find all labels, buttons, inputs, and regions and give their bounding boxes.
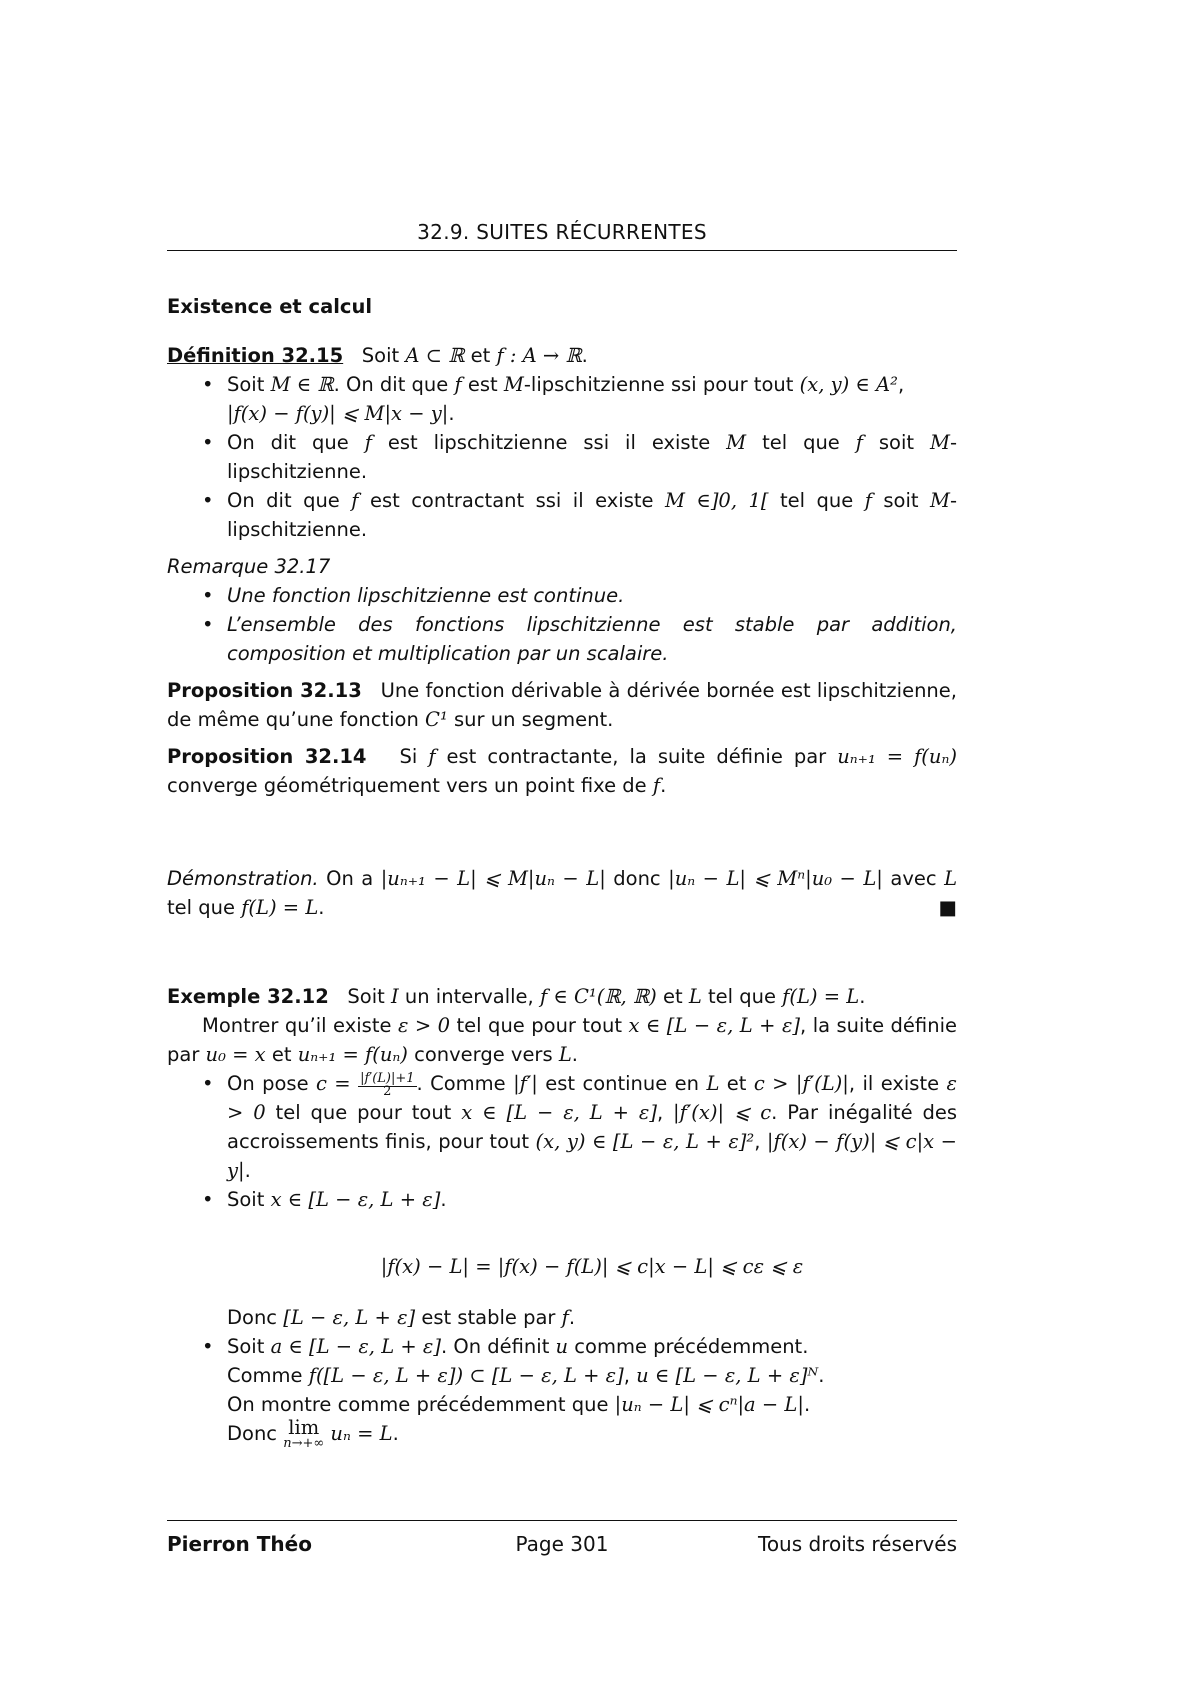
proof-label: Démonstration. — [167, 867, 319, 890]
footer-author: Pierron Théo — [167, 1532, 312, 1556]
proposition-32-14: Proposition 32.14 Si f est contractante, la suite définie par uₙ₊₁ = f(uₙ) converge géométriquement vers un point fixe de f. — [167, 745, 957, 797]
section-title: Existence et calcul — [167, 295, 373, 318]
definition-label: Définition 32.15 — [167, 344, 344, 367]
display-equation: |f(x) − L| = |f(x) − f(L)| ⩽ c|x − L| ⩽ cε ⩽ ε — [380, 1255, 804, 1278]
definition-32-15: Définition 32.15 Soit A ⊂ ℝ et f : A → ℝ. • Soit M ∈ ℝ. On dit que f est M-lipschitzienne ssi pour tout (x, y) ∈ A², |f(x) − f(y)| ⩽ M|x − y|. • On dit que f est lipschitzienne ssi il existe M tel que f soit M-lipschitzienne. • On dit que f est contractant ssi il existe M ∈]0, 1[ tel que f soit M-lipschitzienne. — [167, 341, 957, 544]
list-item: • L’ensemble des fonctions lipschitzienne est stable par addition, composition et multiplication par un scalaire. — [227, 610, 957, 668]
proposition-label: Proposition 32.13 — [167, 679, 362, 702]
footer-rights: Tous droits réservés — [758, 1532, 957, 1556]
limit: lim n→+∞ — [283, 1416, 325, 1451]
footer-page-number: Page 301 — [515, 1532, 609, 1556]
example-32-12: Exemple 32.12 Soit I un intervalle, f ∈ C¹(ℝ, ℝ) et L tel que f(L) = L. Montrer qu’il existe ε > 0 tel que pour tout x ∈ [L − ε, L + ε], la suite définie par u₀ = x et uₙ₊₁ = f(uₙ) converge vers L. • On pose $c = \frac{|f'(L)|+1}{2}$. Comme |f′| est continue en L et c > |f′(L)|, il existe ε > 0 tel que pour tout x ∈ [L − ε, L + ε], |f′(x)| ⩽ c. Par inégalité des accroissements finis, pour tout (x, y) ∈ [L − ε, L + ε]², |f(x) − f(y)| ⩽ c|x − y|. • Soit x ∈ [L − ε, L + ε]. |f(x) − L| = |f(x) − f(L)| ⩽ c|x − L| ⩽ cε ⩽ ε Donc [L − ε, L + ε] est stable par f. • Soit a ∈ [L − ε, L + ε]. On définit u comme précédemment. Comme f([L − ε, L + ε]) ⊂ [L − ε, L + ε], u ∈ [L − ε, L + ε]ᴺ. On montre comme précédemment que |uₙ − L| ⩽ cⁿ|a − L|. Donc lim n→+∞ uₙ = L. — [167, 982, 957, 1450]
list-item: • On dit que f est lipschitzienne ssi il existe M tel que f soit M-lipschitzienne. — [227, 428, 957, 486]
document-page — [167, 0, 957, 1698]
proposition-label: Proposition 32.14 — [167, 745, 367, 768]
page-content — [167, 292, 957, 1450]
qed-symbol: ■ — [938, 896, 957, 919]
example-label: Exemple 32.12 — [167, 985, 329, 1008]
proof: Démonstration. On a |uₙ₊₁ − L| ⩽ M|uₙ − L| donc |uₙ − L| ⩽ Mⁿ|u₀ − L| avec L tel que f(L) = L. ■ — [167, 864, 957, 922]
remark-list — [167, 581, 957, 668]
definition-list — [167, 370, 957, 544]
running-header: 32.9. SUITES RÉCURRENTES — [417, 220, 707, 244]
example-statement: Montrer qu’il existe ε > 0 tel que pour tout x ∈ [L − ε, L + ε], la suite définie par u₀ = x et uₙ₊₁ = f(uₙ) converge vers L. — [167, 1014, 957, 1066]
list-item: • Une fonction lipschitzienne est continue. — [227, 581, 957, 610]
remark-32-17 — [167, 552, 957, 668]
fraction: $\frac{|f'(L)|+1}{2}$ — [360, 1070, 415, 1099]
remark-label: Remarque 32.17 — [167, 555, 331, 578]
list-item: • On pose $c = \frac{|f'(L)|+1}{2}$. Comme |f′| est continue en L et c > |f′(L)|, il existe ε > 0 tel que pour tout x ∈ [L − ε, L + ε], |f′(x)| ⩽ c. Par inégalité des accroissements finis, pour tout (x, y) ∈ [L − ε, L + ε]², |f(x) − f(y)| ⩽ c|x − y|. — [227, 1069, 957, 1185]
page-footer — [167, 1530, 957, 1560]
list-item: • Soit M ∈ ℝ. On dit que f est M-lipschitzienne ssi pour tout (x, y) ∈ A², |f(x) − f(y)| ⩽ M|x − y|. — [227, 370, 957, 428]
list-item: • On dit que f est contractant ssi il existe M ∈]0, 1[ tel que f soit M-lipschitzienne. — [227, 486, 957, 544]
example-list — [167, 1069, 957, 1450]
footer-rule — [167, 1520, 957, 1521]
list-item: • Soit a ∈ [L − ε, L + ε]. On définit u comme précédemment. Comme f([L − ε, L + ε]) ⊂ [L − ε, L + ε], u ∈ [L − ε, L + ε]ᴺ. On montre comme précédemment que |uₙ − L| ⩽ cⁿ|a − L|. Donc lim n→+∞ uₙ = L. — [227, 1332, 957, 1450]
header-rule — [167, 250, 957, 251]
list-item: • Soit x ∈ [L − ε, L + ε]. |f(x) − L| = |f(x) − f(L)| ⩽ c|x − L| ⩽ cε ⩽ ε Donc [L − ε, L + ε] est stable par f. — [227, 1185, 957, 1332]
proposition-32-13: Proposition 32.13 Une fonction dérivable à dérivée bornée est lipschitzienne, de même qu’une fonction C¹ sur un segment. — [167, 679, 957, 731]
